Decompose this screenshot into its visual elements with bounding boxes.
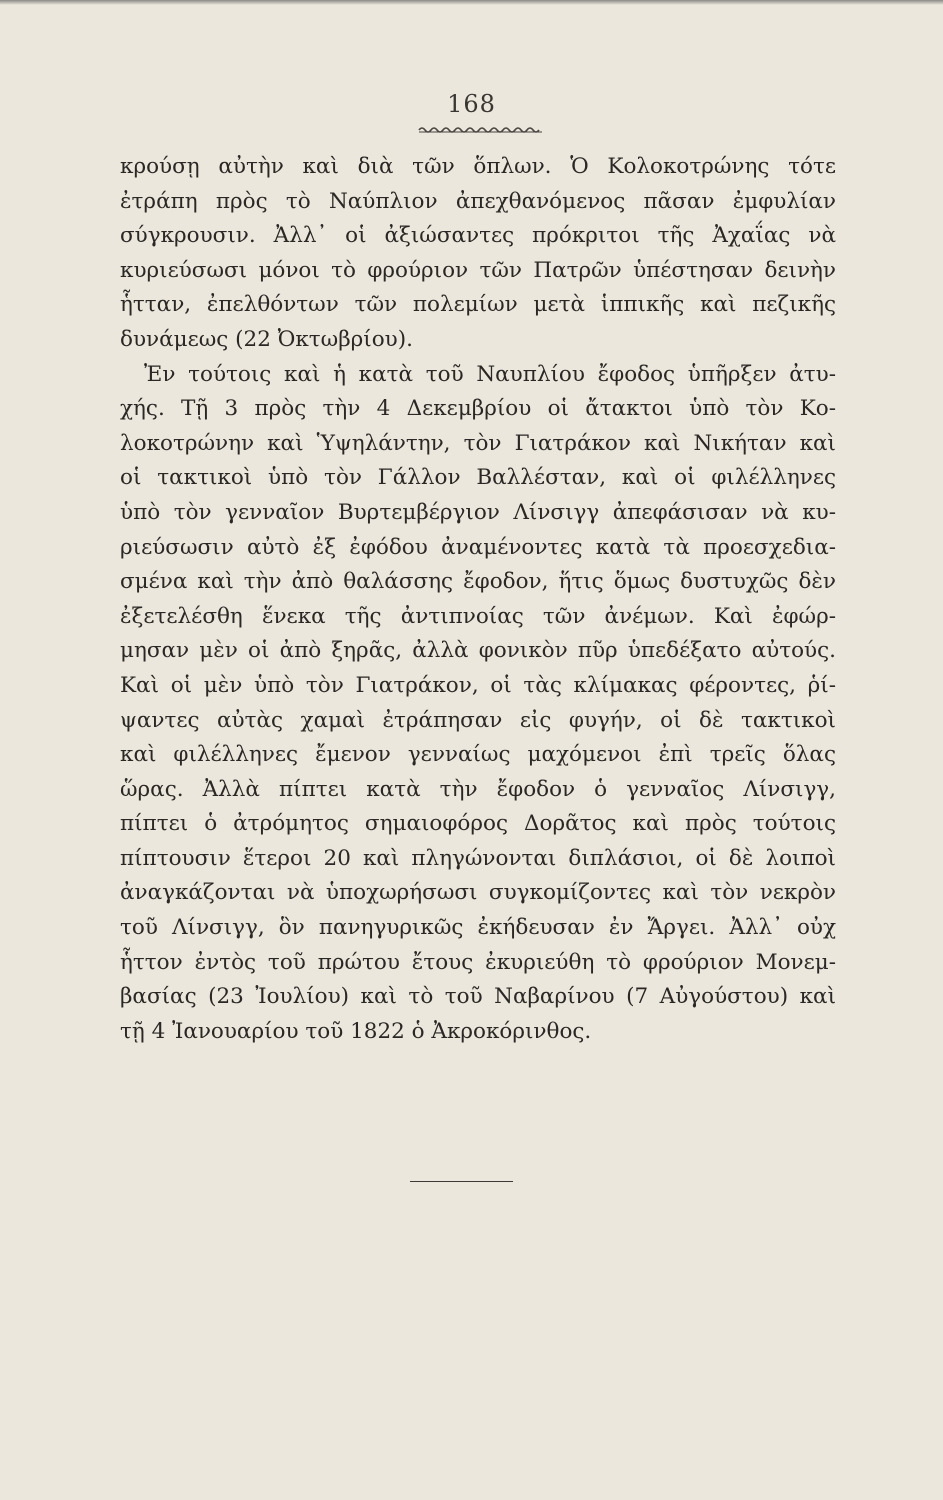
text-line: ἐτράπη πρὸς τὸ Ναύπλιον ἀπεχθανόμενος πᾶσαν ἐμφυλίαν bbox=[120, 188, 836, 214]
text-line: λοκοτρώνην καὶ Ὑψηλάντην, τὸν Γιατράκον καὶ Νικήταν καὶ bbox=[120, 430, 836, 456]
text-line: σύγκρουσιν. Ἀλλ᾽ οἱ ἀξιώσαντες πρόκριτοι τῆς Ἀχαΐας νὰ bbox=[120, 223, 836, 249]
text-line: ἧτταν, ἐπελθόντων τῶν πολεμίων μετὰ ἱππικῆς καὶ πεζικῆς bbox=[120, 292, 836, 318]
text-line: ριεύσωσιν αὐτὸ ἐξ ἐφόδου ἀναμένοντες κατὰ τὰ προεσχεδια- bbox=[120, 534, 836, 560]
text-line: ἀναγκάζονται νὰ ὑποχωρήσωσι συγκομίζοντες καὶ τὸν νεκρὸν bbox=[120, 880, 836, 906]
text-line: κρούσῃ αὐτὴν καὶ διὰ τῶν ὅπλων. Ὁ Κολοκοτρώνης τότε bbox=[120, 154, 836, 179]
page-number: 168 bbox=[447, 90, 496, 118]
text-line: Καὶ οἱ μὲν ὑπὸ τὸν Γιατράκον, οἱ τὰς κλίμακας φέροντες, ῥί- bbox=[120, 672, 836, 698]
text-line: καὶ φιλέλληνες ἔμενον γενναίως μαχόμενοι ἐπὶ τρεῖς ὅλας bbox=[120, 742, 836, 768]
text-line: ἧττον ἐντὸς τοῦ πρώτου ἔτους ἐκυριεύθη τὸ φρούριον Μονεμ- bbox=[120, 949, 836, 975]
ornamental-rule bbox=[418, 126, 543, 134]
text-line: μησαν μὲν οἱ ἀπὸ ξηρᾶς, ἀλλὰ φονικὸν πῦρ ὑπεδέξατο αὐτούς. bbox=[120, 638, 836, 664]
text-line: βασίας (23 Ἰουλίου) καὶ τὸ τοῦ Ναβαρίνου (7 Αὐγούστου) καὶ bbox=[120, 984, 836, 1010]
text-line: πίπτει ὁ ἀτρόμητος σημαιοφόρος Δορᾶτος καὶ πρὸς τούτοις bbox=[120, 811, 836, 837]
text-line: τῇ 4 Ἰανουαρίου τοῦ 1822 ὁ Ἀκροκόρινθος. bbox=[120, 1018, 592, 1044]
text-line: σμένα καὶ τὴν ἀπὸ θαλάσσης ἔφοδον, ἥτις ὅμως δυστυχῶς δὲν bbox=[120, 569, 836, 595]
end-rule bbox=[410, 1181, 513, 1182]
text-line: ὥρας. Ἀλλὰ πίπτει κατὰ τὴν ἔφοδον ὁ γενναῖος Λίνσιγγ, bbox=[120, 776, 836, 802]
text-line: οἱ τακτικοὶ ὑπὸ τὸν Γάλλον Βαλλέσταν, καὶ οἱ φιλέλληνες bbox=[120, 465, 836, 491]
text-line: δυνάμεως (22 Ὀκτωβρίου). bbox=[120, 326, 413, 352]
page-top-edge bbox=[0, 0, 943, 5]
text-line: κυριεύσωσι μόνοι τὸ φρούριον τῶν Πατρῶν ὑπέστησαν δεινὴν bbox=[120, 257, 836, 283]
text-line: χής. Τῇ 3 πρὸς τὴν 4 Δεκεμβρίου οἱ ἄτακτοι ὑπὸ τὸν Κο- bbox=[120, 396, 836, 422]
text-line: Ἐν τούτοις καὶ ἡ κατὰ τοῦ Ναυπλίου ἔφοδος ὑπῆρξεν ἀτυ- bbox=[144, 361, 836, 387]
text-line: ἐξετελέσθη ἕνεκα τῆς ἀντιπνοίας τῶν ἀνέμων. Καὶ ἐφώρ- bbox=[120, 603, 836, 629]
text-line: πίπτουσιν ἕτεροι 20 καὶ πληγώνονται διπλάσιοι, οἱ δὲ λοιποὶ bbox=[120, 845, 836, 871]
text-line: ψαντες αὐτὰς χαμαὶ ἐτράπησαν εἰς φυγήν, οἱ δὲ τακτικοὶ bbox=[120, 707, 836, 733]
text-line: τοῦ Λίνσιγγ, ὃν πανηγυρικῶς ἐκήδευσαν ἐν Ἄργει. Ἀλλ᾽ οὐχ bbox=[120, 915, 836, 941]
body-text bbox=[120, 150, 836, 1049]
text-line: ὑπὸ τὸν γενναῖον Βυρτεμβέργιον Λίνσιγγ ἀπεφάσισαν νὰ κυ- bbox=[120, 499, 836, 525]
